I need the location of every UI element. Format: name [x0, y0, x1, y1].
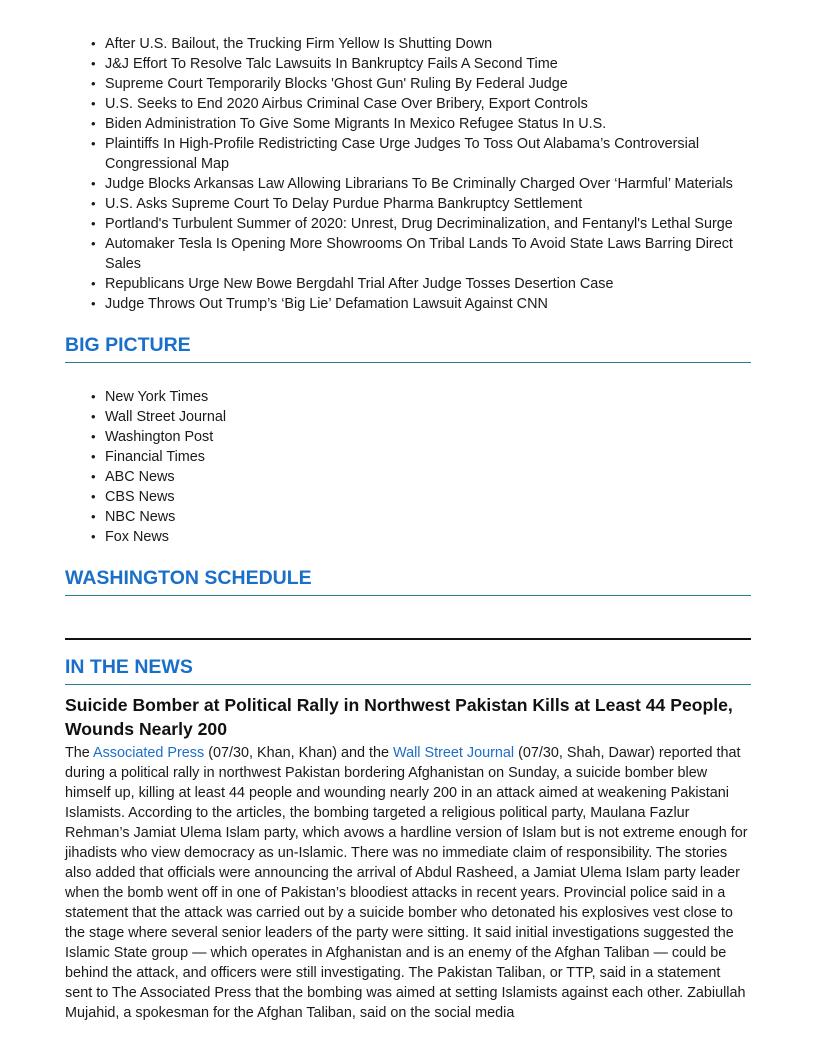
article-intro: The — [65, 745, 94, 761]
headline-item[interactable]: • Portland's Turbulent Summer of 2020: Unrest, Drug Decriminalization, and Fentanyl's Lethal Surge — [105, 214, 751, 234]
headline-item[interactable]: • Supreme Court Temporarily Blocks 'Ghost Gun' Ruling By Federal Judge — [105, 74, 751, 94]
outlet-item-new-york-times[interactable]: • New York Times — [105, 387, 751, 407]
outlet-item-wall-street-journal[interactable]: • Wall Street Journal — [105, 407, 751, 427]
headline-item[interactable]: • Automaker Tesla Is Opening More Showrooms On Tribal Lands To Avoid State Laws Barring Direct Sales — [105, 234, 751, 274]
article-text: (07/30, Shah, Dawar) reported that during a political rally in northwest Pakistan bordering Afghanistan on Sunday, a suicide bomber blew himself up, killing at least 44 people and wounding nearly 200 in an attack aimed at weakening Pakistani Islamists. According to the articles, the bombing targeted a religious political party, Maulana Fazlur Rehman’s Jamiat Ulema Islam party, which avows a hardline version of Islam but is not extreme enough for jihadists who view democracy as un-Islamic. There was no immediate claim of responsibility. The stories also added that officials were announcing the arrival of Abdul Rasheed, a Jamiat Ulema Islam party leader when the bomb went off in one of Pakistan’s bloodiest attacks in recent years. Provincial police said in a statement that the attack was carried out by a suicide bomber who detonated his explosives vest close to the stage where several senior leaders of the party were sitting. It said initial investigations suggested the Islamic State group — which operates in Afghanistan and is an enemy of the Afghan Taliban — could be behind the attack, and officers were still investigating. The Pakistan Taliban, or TTP, said in a statement sent to The Associated Press that the bombing was aimed at setting Islamists against each other. Zabiullah Mujahid, a spokesman for the Afghan Taliban, said on the social media — [65, 745, 748, 1021]
outlet-item-washington-post[interactable]: • Washington Post — [105, 427, 751, 447]
associated-press-link[interactable]: Associated Press — [93, 745, 205, 761]
outlet-item-financial-times[interactable]: • Financial Times — [105, 447, 751, 467]
headline-item[interactable]: • J&J Effort To Resolve Talc Lawsuits In Bankruptcy Fails A Second Time — [105, 54, 751, 74]
section-divider — [65, 638, 751, 640]
article-title: Suicide Bomber at Political Rally in Northwest Pakistan Kills at Least 44 People, Wounds Nearly 200 — [65, 695, 733, 739]
headline-item[interactable]: • After U.S. Bailout, the Trucking Firm Yellow Is Shutting Down — [105, 34, 751, 54]
big-picture-outlets-list — [65, 387, 751, 547]
big-picture-heading: BIG PICTURE — [65, 332, 751, 363]
schedule-empty-area — [65, 596, 751, 638]
headline-item[interactable]: • U.S. Seeks to End 2020 Airbus Criminal Case Over Bribery, Export Controls — [105, 94, 751, 114]
newsletter-page — [65, 34, 751, 1023]
outlet-item-nbc-news[interactable]: • NBC News — [105, 507, 751, 527]
outlet-item-fox-news[interactable]: • Fox News — [105, 527, 751, 547]
headline-item[interactable]: • Republicans Urge New Bowe Bergdahl Trial After Judge Tosses Desertion Case — [105, 274, 751, 294]
headline-item[interactable]: • Plaintiffs In High-Profile Redistricting Case Urge Judges To Toss Out Alabama’s Controversial Congressional Map — [105, 134, 751, 174]
spacer — [65, 363, 751, 387]
headline-item[interactable]: • U.S. Asks Supreme Court To Delay Purdue Pharma Bankruptcy Settlement — [105, 194, 751, 214]
top-headlines-list — [65, 34, 751, 314]
headline-item[interactable]: • Judge Blocks Arkansas Law Allowing Librarians To Be Criminally Charged Over ‘Harmful’ Materials — [105, 174, 751, 194]
in-the-news-heading: IN THE NEWS — [65, 654, 751, 685]
article-body — [65, 743, 751, 1023]
headline-item[interactable]: • Biden Administration To Give Some Migrants In Mexico Refugee Status In U.S. — [105, 114, 751, 134]
headline-item[interactable]: • Judge Throws Out Trump’s ‘Big Lie’ Defamation Lawsuit Against CNN — [105, 294, 751, 314]
outlet-item-cbs-news[interactable]: • CBS News — [105, 487, 751, 507]
washington-schedule-heading: WASHINGTON SCHEDULE — [65, 565, 751, 596]
article-credit: (07/30, Khan, Khan) and the — [204, 745, 394, 761]
wall-street-journal-link[interactable]: Wall Street Journal — [393, 745, 515, 761]
outlet-item-abc-news[interactable]: • ABC News — [105, 467, 751, 487]
